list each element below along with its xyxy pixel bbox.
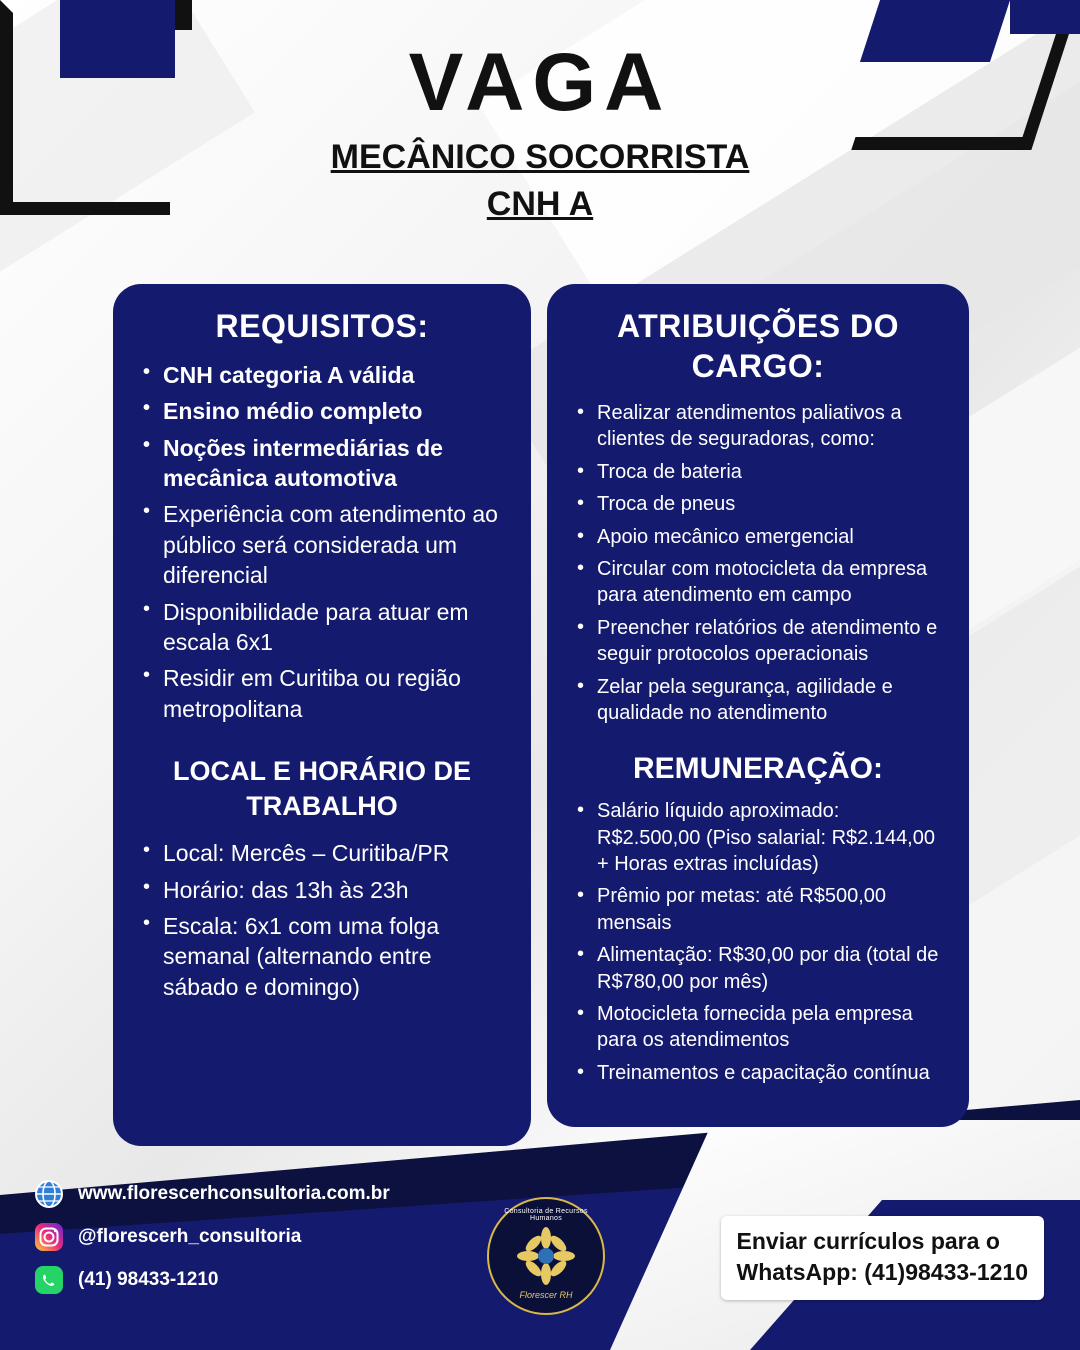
compensation-title: REMUNERAÇÃO: [633,752,883,786]
requirements-title: REQUISITOS: [215,308,429,344]
list-item: • Preencher relatórios de atendimento e seguir protocolos operacionais [573,615,943,668]
cta-box[interactable] [721,1216,1044,1300]
globe-icon [34,1179,64,1209]
list-item: • Local: Mercês – Curitiba/PR [139,838,505,868]
duties-title: ATRIBUIÇÕES DO CARGO: [617,308,899,384]
list-item: • Zelar pela segurança, agilidade e qualidade no atendimento [573,674,943,727]
duties-card [547,284,969,1127]
workplace-title: LOCAL E HORÁRIO DE TRABALHO [172,755,471,822]
instagram-icon [34,1222,64,1252]
contact-whatsapp[interactable] [34,1265,504,1295]
list-item: • Treinamentos e capacitação contínua [573,1060,943,1086]
decor-navy-block-top-right-2 [1010,0,1080,34]
list-item: • Troca de pneus [573,491,943,517]
footer-contacts [34,1179,504,1308]
poster-header [0,37,1080,224]
list-item: • Horário: das 13h às 23h [139,875,505,905]
list-item: • Escala: 6x1 com uma folga semanal (alternando entre sábado e domingo) [139,911,505,1002]
list-item: • Ensino médio completo [139,396,505,426]
list-item: • Disponibilidade para atuar em escala 6x1 [139,597,505,658]
cta-line-2: WhatsApp: (41)98433-1210 [736,1258,1028,1285]
list-item: • Residir em Curitiba ou região metropolitana [139,663,505,724]
duties-list [573,400,943,726]
company-logo [487,1197,605,1315]
logo-bottom-text: Florescer RH [519,1290,573,1300]
website-text: www.florescerhconsultoria.com.br [78,1183,390,1204]
list-item: • Noções intermediárias de mecânica automotiva [139,433,505,494]
list-item: • Salário líquido aproximado: R$2.500,00 (Piso salarial: R$2.144,00 + Horas extras incluídas) [573,798,943,877]
list-item: • Troca de bateria [573,459,943,485]
compensation-list [573,798,943,1086]
contact-instagram[interactable] [34,1222,504,1252]
list-item: • Prêmio por metas: até R$500,00 mensais [573,883,943,936]
contact-website[interactable] [34,1179,504,1209]
instagram-text: @florescerh_consultoria [78,1226,302,1247]
requirements-card [113,284,531,1146]
list-item: • Realizar atendimentos paliativos a clientes de seguradoras, como: [573,400,943,453]
job-role-title: MECÂNICO SOCORRISTA [330,138,750,177]
list-item: • Motocicleta fornecida pela empresa para os atendimentos [573,1001,943,1054]
workplace-list [139,838,505,1002]
list-item: • Experiência com atendimento ao público será considerada um diferencial [139,499,505,590]
content-cards [113,284,969,1146]
whatsapp-text: (41) 98433-1210 [78,1269,219,1290]
list-item: • Circular com motocicleta da empresa para atendimento em campo [573,556,943,609]
flower-icon [515,1225,577,1287]
license-requirement: CNH A [486,185,594,224]
page-title: VAGA [408,37,672,128]
cta-line-1: Enviar currículos para o [736,1227,1000,1254]
logo-top-text: Consultoria de Recursos Humanos [504,1208,588,1222]
list-item: • Alimentação: R$30,00 por dia (total de R$780,00 por mês) [573,942,943,995]
requirements-list [139,360,505,724]
list-item: • Apoio mecânico emergencial [573,524,943,550]
list-item: • CNH categoria A válida [139,360,505,390]
whatsapp-icon [34,1265,64,1295]
